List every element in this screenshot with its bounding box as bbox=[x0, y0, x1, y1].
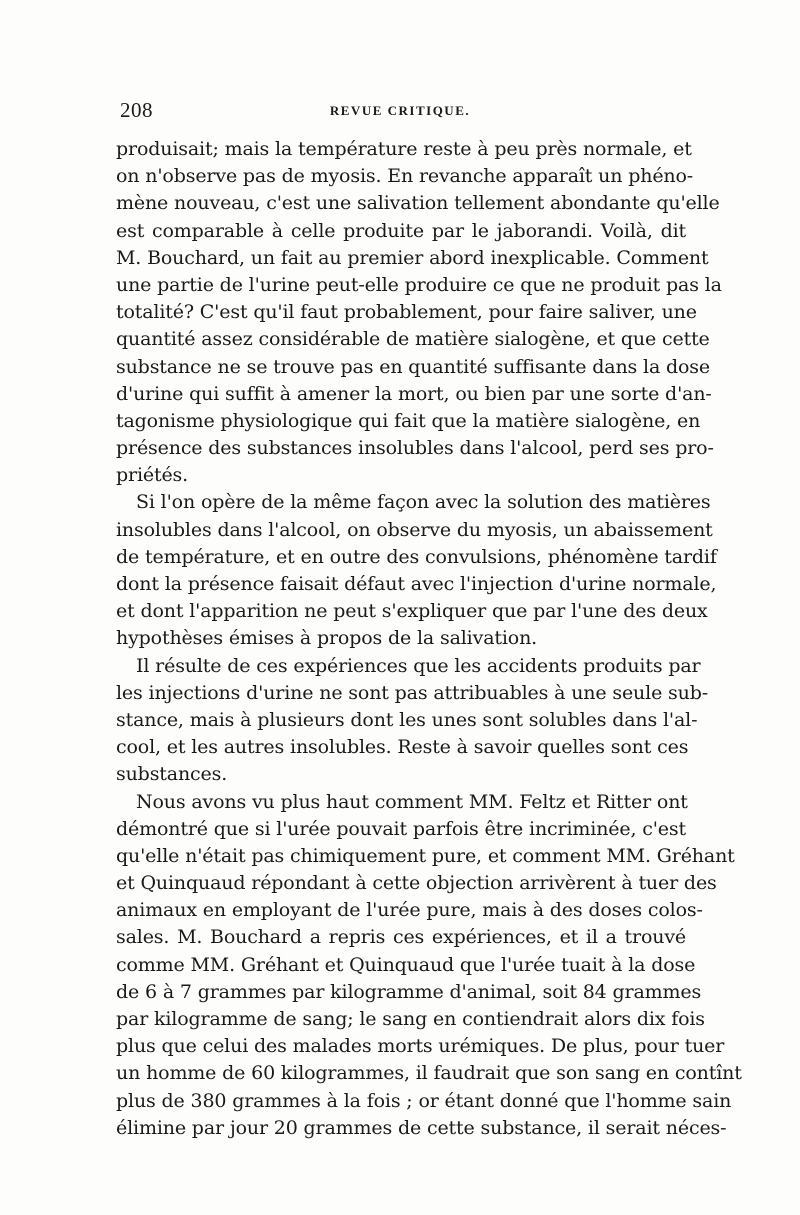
paragraph bbox=[116, 653, 709, 789]
text-line: tagonisme physiologique qui fait que la matière sialogène, en bbox=[116, 409, 701, 432]
text-line: élimine par jour 20 grammes de cette substance, il serait néces- bbox=[116, 1116, 727, 1139]
body-text bbox=[116, 136, 742, 1142]
text-line: substances. bbox=[116, 763, 228, 786]
text-line: sales. M. Bouchard a repris ces expériences, et il a trouvé bbox=[116, 926, 686, 949]
text-line: est comparable à celle produite par le jaborandi. Voilà, dit bbox=[116, 219, 686, 242]
text-line: et dont l'apparition ne peut s'expliquer que par l'une des deux bbox=[116, 600, 708, 623]
text-line: comme MM. Gréhant et Quinquaud que l'urée tuait à la dose bbox=[116, 953, 696, 976]
text-line: hypothèses émises à propos de la salivation. bbox=[116, 627, 538, 650]
text-line: une partie de l'urine peut-elle produire ce que ne produit pas la bbox=[116, 273, 722, 296]
paragraph bbox=[116, 789, 742, 1142]
text-line: M. Bouchard, un fait au premier abord inexplicable. Comment bbox=[116, 246, 709, 269]
text-line: et Quinquaud répondant à cette objection arrivèrent à tuer des bbox=[116, 872, 717, 895]
text-line: priétés. bbox=[116, 464, 189, 487]
page-number: 208 bbox=[120, 98, 153, 122]
text-line: par kilogramme de sang; le sang en contiendrait alors dix fois bbox=[116, 1008, 705, 1030]
running-head: REVUE CRITIQUE. bbox=[329, 103, 471, 118]
text-line: substance ne se trouve pas en quantité suffisante dans la dose bbox=[116, 355, 711, 378]
text-line: animaux en employant de l'urée pure, mais à des doses colos- bbox=[116, 899, 703, 922]
text-line: Il résulte de ces expériences que les accidents produits par bbox=[136, 654, 701, 677]
text-line: quantité assez considérable de matière sialogène, et que cette bbox=[116, 328, 710, 351]
text-line: présence des substances insolubles dans l'alcool, perd ses pro- bbox=[116, 437, 714, 460]
text-line: Nous avons vu plus haut comment MM. Feltz et Ritter ont bbox=[136, 790, 688, 813]
text-line: un homme de 60 kilogrammes, il faudrait que son sang en contînt bbox=[116, 1062, 742, 1085]
text-line: plus que celui des malades morts urémiques. De plus, pour tuer bbox=[116, 1035, 725, 1058]
text-line: insolubles dans l'alcool, on observe du myosis, un abaissement bbox=[116, 518, 713, 541]
text-line: d'urine qui suffit à amener la mort, ou bien par une sorte d'an- bbox=[116, 382, 712, 405]
text-line: stance, mais à plusieurs dont les unes sont solubles dans l'al- bbox=[116, 708, 698, 731]
text-line: dont la présence faisait défaut avec l'injection d'urine normale, bbox=[116, 573, 717, 595]
text-line: plus de 380 grammes à la fois ; or étant donné que l'homme sain bbox=[116, 1089, 732, 1112]
page-header bbox=[120, 98, 680, 124]
text-line: démontré que si l'urée pouvait parfois être incriminée, c'est bbox=[116, 817, 686, 840]
text-line: de 6 à 7 grammes par kilogramme d'animal, soit 84 grammes bbox=[116, 980, 702, 1003]
text-line: cool, et les autres insolubles. Reste à savoir quelles sont ces bbox=[116, 736, 689, 759]
text-line: mène nouveau, c'est une salivation tellement abondante qu'elle bbox=[116, 192, 720, 215]
text-line: totalité? C'est qu'il faut probablement, pour faire saliver, une bbox=[116, 301, 697, 324]
text-line: Si l'on opère de la même façon avec la solution des matières bbox=[136, 491, 711, 514]
text-line: produisait; mais la température reste à peu près normale, et bbox=[116, 138, 692, 160]
paragraph bbox=[116, 136, 722, 489]
text-line: qu'elle n'était pas chimiquement pure, et comment MM. Gréhant bbox=[116, 844, 735, 867]
text-line: les injections d'urine ne sont pas attribuables à une seule sub- bbox=[116, 681, 709, 704]
text-line: on n'observe pas de myosis. En revanche apparaît un phéno- bbox=[116, 165, 694, 188]
text-line: de température, et en outre des convulsions, phénomène tardif bbox=[116, 545, 717, 568]
paragraph bbox=[116, 489, 717, 652]
